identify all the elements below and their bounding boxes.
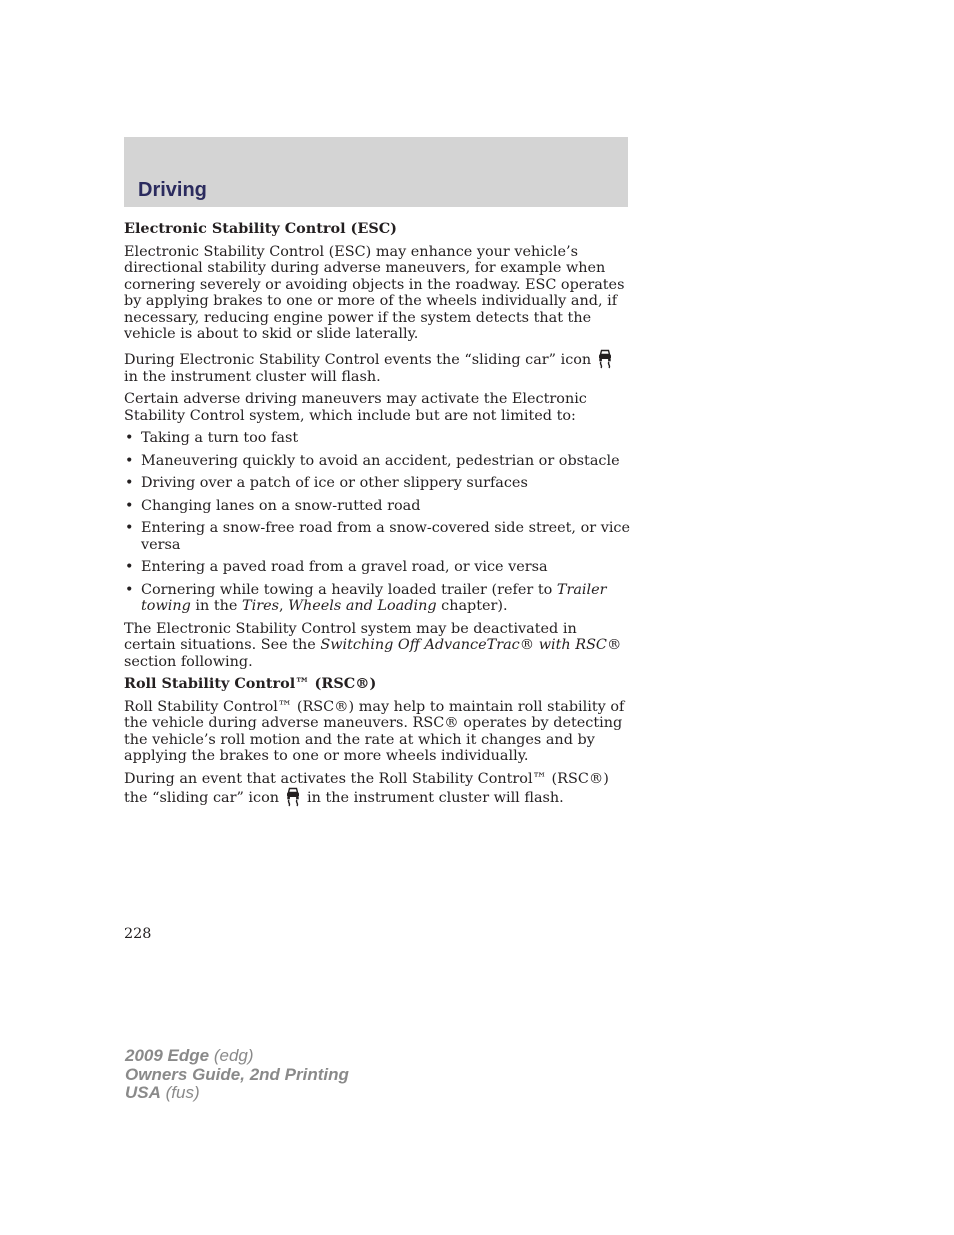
footer-guide: Owners Guide, 2nd Printing [125, 1064, 349, 1084]
list-item [124, 430, 630, 447]
list-item [124, 559, 630, 576]
maneuver-list [124, 430, 630, 615]
rsc-paragraph-2 [124, 771, 630, 808]
sliding-car-icon [285, 787, 301, 807]
list-item-text: Entering a paved road from a gravel road, or vice versa [141, 559, 548, 575]
page-number: 228 [124, 926, 152, 942]
bullet-glyph: • [125, 430, 134, 446]
tires-reference: Tires [242, 598, 280, 614]
list-item [124, 453, 630, 470]
footer-model-code: (edg) [213, 1046, 254, 1065]
rsc-heading: Roll Stability Control™ (RSC®) [124, 675, 377, 692]
esc-paragraph-2 [124, 349, 630, 386]
sliding-car-icon [597, 349, 613, 369]
bullet-glyph: • [125, 452, 134, 469]
footer [125, 1047, 349, 1103]
footer-line-2 [125, 1066, 349, 1085]
list-item-text: Taking a turn too fast [141, 430, 299, 446]
text-run: , [279, 598, 289, 614]
list-item-text: Maneuvering quickly to avoid an accident, pedestrian or obstacle [141, 452, 620, 469]
esc-paragraph-2-after: in the instrument cluster will flash. [124, 368, 381, 385]
list-item [124, 520, 630, 553]
list-item-text [141, 582, 607, 615]
esc-paragraph-2-before: During Electronic Stability Control events the “sliding car” icon [124, 351, 592, 368]
text-run: section following. [124, 653, 253, 670]
list-item [124, 498, 630, 515]
list-item [124, 475, 630, 492]
esc-paragraph-4 [124, 621, 630, 671]
wheels-loading-reference: Wheels and Loading [288, 598, 437, 614]
trailer-towing-reference: Trailer towing [141, 581, 607, 614]
esc-heading: Electronic Stability Control (ESC) [124, 220, 397, 237]
text-run: in the [190, 598, 243, 614]
list-item-text: Entering a snow-free road from a snow-covered side street, or vice versa [141, 520, 631, 553]
bullet-glyph: • [125, 520, 134, 536]
rsc-paragraph-1: Roll Stability Control™ (RSC®) may help to maintain roll stability of the vehicle during adverse maneuvers. RSC® operates by detecting the vehicle’s roll motion and the rate at which it changes and by applying the brakes to one or more wheels individually. [124, 698, 625, 764]
list-item-text: Changing lanes on a snow-rutted road [141, 497, 421, 514]
esc-paragraph-3: Certain adverse driving maneuvers may activate the Electronic Stability Control system, which include but are not limited to: [124, 391, 587, 424]
footer-model: 2009 Edge [125, 1046, 210, 1065]
bullet-glyph: • [125, 475, 134, 491]
list-item [124, 582, 630, 615]
footer-region-code: (fus) [165, 1083, 200, 1102]
footer-line-1 [125, 1047, 349, 1066]
esc-paragraph-1: Electronic Stability Control (ESC) may enhance your vehicle’s directional stability during adverse maneuvers, for example when cornering severely or avoiding objects in the roadway. ESC operates by applying brakes to one or more of the wheels individually and, if necessary, reducing engine power if the system detects that the vehicle is about to skid or slide laterally. [124, 243, 625, 342]
switching-off-reference: Switching Off AdvanceTrac® with RSC® [320, 637, 622, 653]
rsc-paragraph-2-after: in the instrument cluster will flash. [307, 790, 564, 806]
rsc-paragraph-2-before: During an event that activates the Roll Stability Control™ (RSC®) the “sliding car” icon [124, 770, 609, 806]
text-run: Cornering while towing a heavily loaded trailer (refer to [141, 581, 557, 598]
list-item-text: Driving over a patch of ice or other slippery surfaces [141, 475, 528, 491]
text-run: The Electronic Stability Control system may be deactivated in certain situations. See the [124, 620, 577, 653]
bullet-glyph: • [125, 581, 134, 598]
bullet-glyph: • [125, 559, 134, 575]
text-run: chapter). [436, 598, 508, 614]
section-title: Driving [138, 179, 207, 201]
section-header-band [124, 137, 628, 207]
bullet-glyph: • [125, 497, 134, 514]
page-content [124, 221, 630, 813]
footer-line-3 [125, 1084, 349, 1103]
footer-region: USA [125, 1083, 161, 1102]
